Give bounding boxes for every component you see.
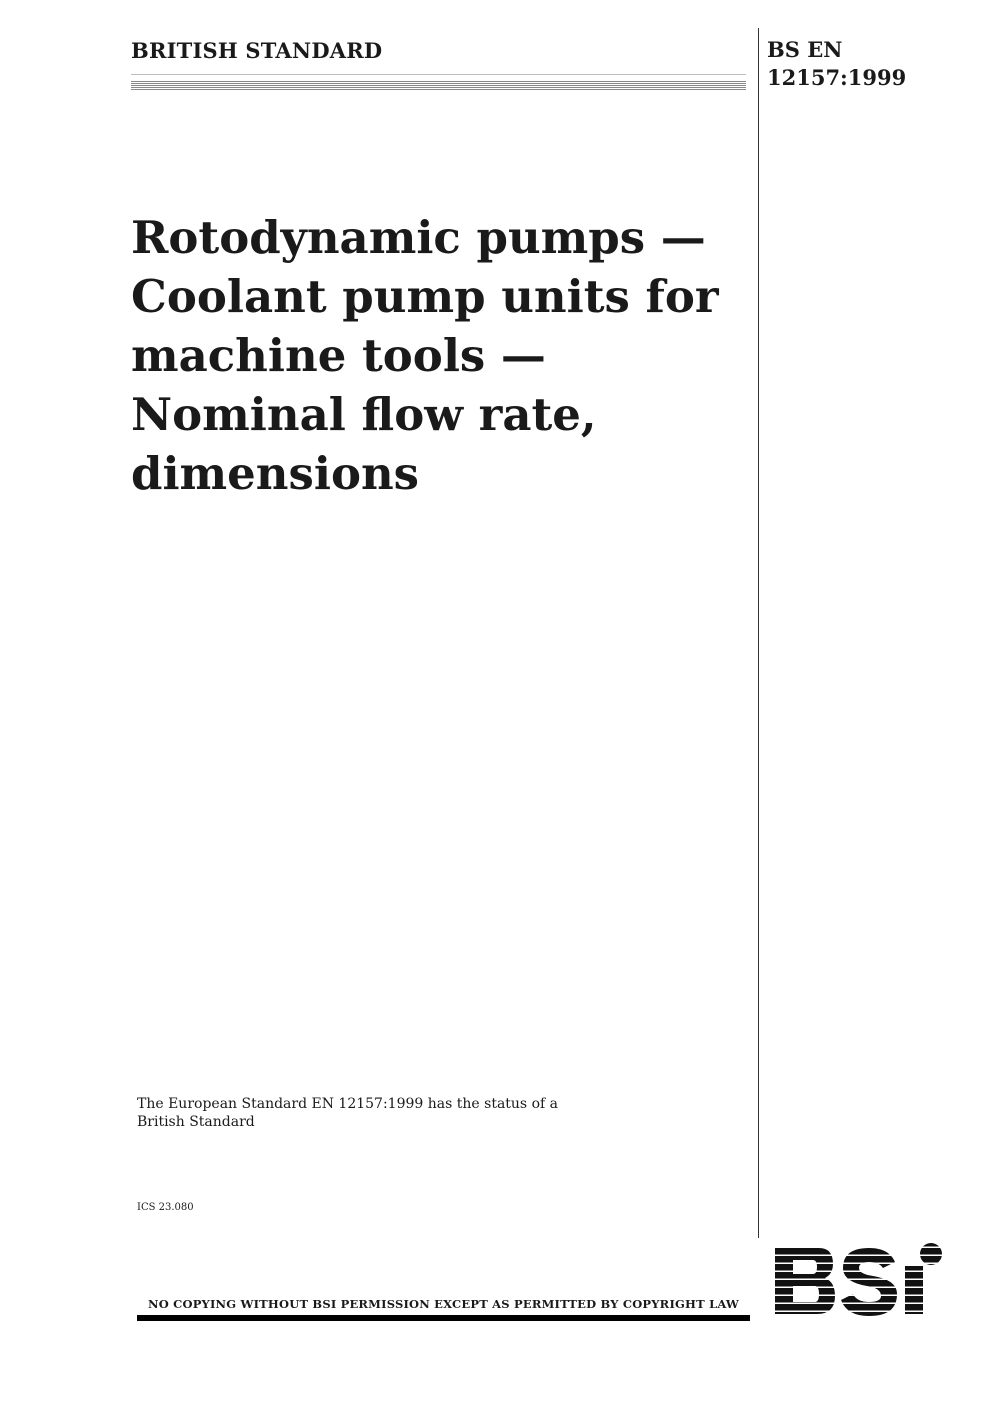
- copyright-notice: NO COPYING WITHOUT BSI PERMISSION EXCEPT AS PERMITTED BY COPYRIGHT LAW: [148, 1297, 740, 1311]
- title-line: Rotodynamic pumps —: [131, 211, 706, 264]
- header-label: BRITISH STANDARD: [131, 38, 383, 63]
- title-line: machine tools —: [131, 329, 546, 382]
- vertical-divider: [758, 28, 759, 1238]
- bottom-rule: [137, 1315, 750, 1321]
- standard-number-line1: BS EN: [767, 37, 843, 62]
- status-note-line2: British Standard: [137, 1114, 255, 1130]
- ics-code: ICS 23.080: [137, 1202, 194, 1213]
- document-title: [131, 208, 751, 503]
- title-line: dimensions: [131, 447, 420, 500]
- title-line: Coolant pump units for: [131, 270, 719, 323]
- header-thin-rule: [131, 74, 746, 75]
- standard-number-line2: 12157:1999: [767, 65, 907, 90]
- title-line: Nominal flow rate,: [131, 388, 597, 441]
- status-note: [137, 1095, 558, 1131]
- status-note-line1: The European Standard EN 12157:1999 has the status of a: [137, 1096, 558, 1112]
- standard-number: [767, 36, 906, 92]
- bsi-logo-icon: [771, 1240, 951, 1324]
- header-rule: [131, 81, 746, 90]
